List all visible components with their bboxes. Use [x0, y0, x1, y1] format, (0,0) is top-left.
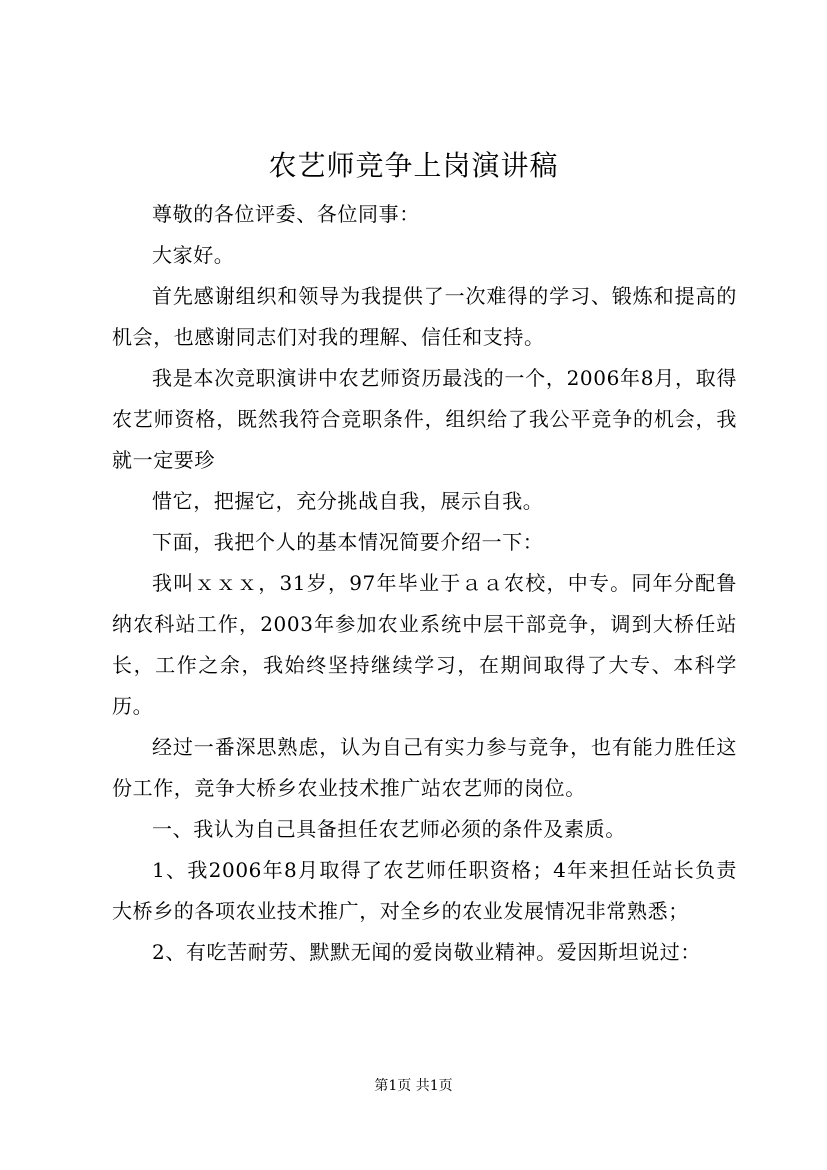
paragraph-intro: 下面，我把个人的基本情况简要介绍一下：	[152, 530, 544, 554]
paragraph-point-one: 1、我2006年8月取得了农艺师任职资格；4年来担任站长负责大桥乡的各项农业技术推广，对全乡的农业发展情况非常熟悉；	[112, 858, 737, 923]
paragraph-decision: 经过一番深思熟虑，认为自己有实力参与竞争，也有能力胜任这份工作，竞争大桥乡农业技术推广站农艺师的岗位。	[112, 735, 737, 800]
paragraph-qualification: 我是本次竞职演讲中农艺师资历最浅的一个，2006年8月，取得农艺师资格，既然我符合竞职条件，组织给了我公平竞争的机会，我就一定要珍	[112, 366, 737, 472]
paragraph-section-one: 一、我认为自己具备担任农艺师必须的条件及素质。	[152, 817, 626, 841]
paragraph-greeting: 大家好。	[152, 243, 235, 267]
page-footer: 第1页 共1页	[374, 1078, 453, 1094]
document-title: 农艺师竞争上岗演讲稿	[268, 149, 559, 182]
document-body	[112, 194, 737, 973]
paragraph-thanks: 首先感谢组织和领导为我提供了一次难得的学习、锻炼和提高的机会，也感谢同志们对我的理解、信任和支持。	[112, 284, 737, 349]
paragraph-point-two: 2、有吃苦耐劳、默默无闻的爱岗敬业精神。爱因斯坦说过：	[152, 940, 701, 964]
paragraph-cherish: 惜它，把握它，充分挑战自我，展示自我。	[152, 489, 544, 513]
paragraph-salutation: 尊敬的各位评委、各位同事：	[152, 202, 420, 226]
paragraph-background: 我叫ｘｘｘ，31岁，97年毕业于ａａ农校，中专。同年分配鲁纳农科站工作，2003年参加农业系统中层干部竞争，调到大桥任站长，工作之余，我始终坚持继续学习，在期间取得了大专、本科学历。	[112, 571, 737, 718]
